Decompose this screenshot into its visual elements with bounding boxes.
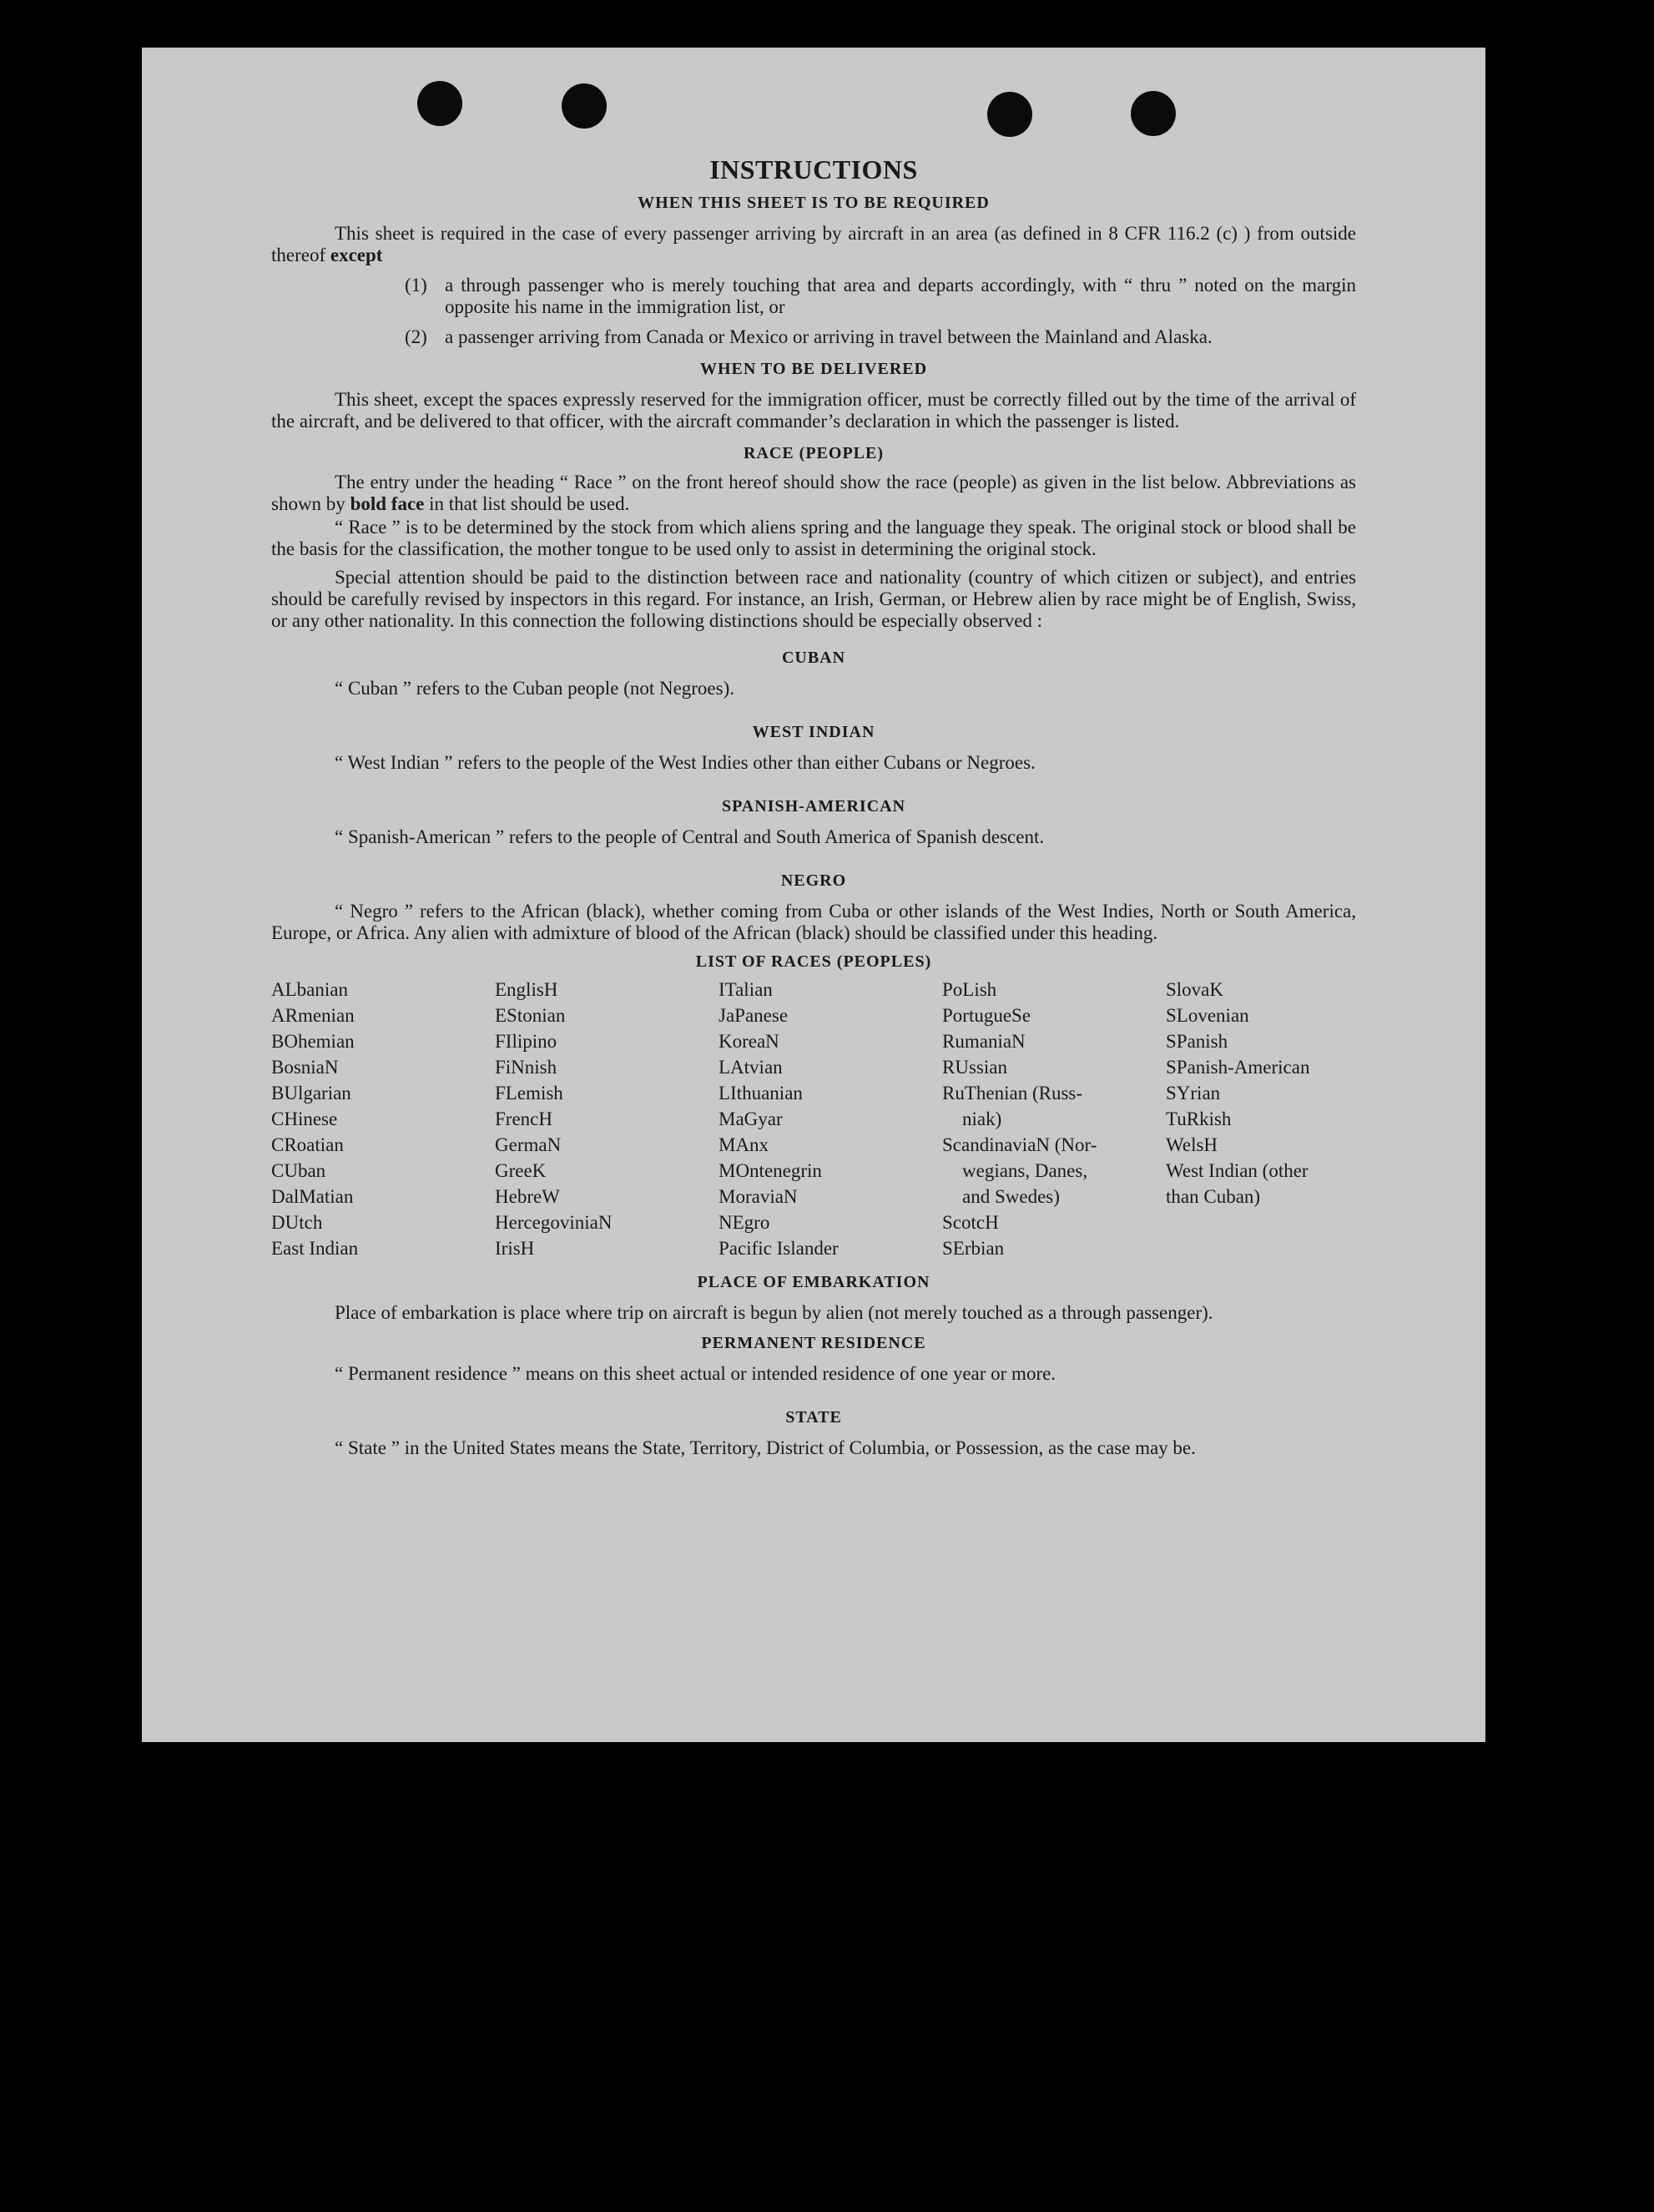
race-paragraph-2: “ Race ” is to be determined by the stock from which aliens spring and the language they speak. The original stock or blood shall be the basis for the classification, the mother tongue to be used only to assist in determining the original stock. (271, 517, 1356, 559)
race-entry: ScotcH (942, 1212, 999, 1233)
races-column (719, 977, 942, 1261)
instructions-content (271, 154, 1356, 1459)
race-entry: MaGyar (719, 1109, 783, 1129)
race-entry: LIthuanian (719, 1083, 803, 1103)
race-entry: RUssian (942, 1057, 1007, 1078)
race-entry: MAnx (719, 1134, 769, 1155)
race-entry: GreeK (495, 1160, 547, 1181)
races-column (1166, 977, 1356, 1261)
negro-text: “ Negro ” refers to the African (black), whether coming from Cuba or other islands of the West Indies, North or South America, Europe, or Africa. Any alien with admixture of blood of the African (black) should be classified under this heading. (271, 901, 1356, 943)
embarkation-text: Place of embarkation is place where trip on aircraft is begun by alien (not merely touched as a through passenger). (335, 1302, 1213, 1323)
race-entry: JaPanese (719, 1005, 789, 1026)
section-heading-races-list: LIST OF RACES (PEOPLES) (695, 952, 932, 971)
section-heading-west-indian: WEST INDIAN (752, 723, 875, 741)
race-entry: TuRkish (1166, 1109, 1232, 1129)
race-entry: FIlipino (495, 1031, 557, 1052)
race-entry: CUban (271, 1160, 326, 1181)
race-entry: SYrian (1166, 1083, 1221, 1103)
section-heading-state: STATE (785, 1408, 842, 1427)
race-entry: EStonian (495, 1005, 566, 1026)
races-column (495, 977, 719, 1261)
race-entry: DalMatian (271, 1186, 354, 1207)
race-entry: GermaN (495, 1134, 562, 1155)
exception-item-1: (1) a through passenger who is merely touching that area and departs accordingly, with “ thru ” noted on the margin opposite his name in the immigration list, or (405, 275, 1356, 317)
race-entry: ALbanian (271, 979, 348, 1000)
race-entry: Pacific Islander (719, 1238, 839, 1259)
race-entry: than Cuban) (1166, 1186, 1261, 1207)
race-entry: HercegoviniaN (495, 1212, 613, 1233)
punch-hole (1131, 91, 1176, 136)
exception-item-2: (2) a passenger arriving from Canada or Mexico or arriving in travel between the Mainland and Alaska. (405, 326, 1213, 347)
races-list (271, 977, 1356, 1261)
race-entry: SPanish-American (1166, 1057, 1310, 1078)
race-entry: PoLish (942, 979, 997, 1000)
race-entry: EnglisH (495, 979, 558, 1000)
race-entry: ARmenian (271, 1005, 355, 1026)
section-heading-spanish-american: SPANISH-AMERICAN (721, 797, 906, 816)
race-entry: SlovaK (1166, 979, 1223, 1000)
race-entry: and Swedes) (962, 1186, 1060, 1207)
section-heading-negro: NEGRO (780, 871, 847, 890)
race-entry: RumaniaN (942, 1031, 1026, 1052)
race-entry: KoreaN (719, 1031, 779, 1052)
race-entry: ITalian (719, 979, 773, 1000)
race-entry: FLemish (495, 1083, 563, 1103)
race-paragraph-1: The entry under the heading “ Race ” on the front hereof should show the race (people) as given in the list below. Abbreviations as shown by bold face in that list should be used. (271, 472, 1356, 514)
race-entry: IrisH (495, 1238, 535, 1259)
section-heading-delivered: WHEN TO BE DELIVERED (699, 360, 928, 378)
race-entry: SPanish (1166, 1031, 1228, 1052)
punch-hole (987, 92, 1032, 137)
race-entry: SLovenian (1166, 1005, 1249, 1026)
section-heading-embarkation: PLACE OF EMBARKATION (697, 1273, 930, 1291)
race-entry: SErbian (942, 1238, 1005, 1259)
section-heading-residence: PERMANENT RESIDENCE (701, 1334, 926, 1352)
race-entry: WelsH (1166, 1134, 1218, 1155)
document-sheet (142, 48, 1485, 1742)
delivered-text: This sheet, except the spaces expressly reserved for the immigration officer, must be correctly filled out by the time of the arrival of the aircraft, and be delivered to that officer, with the aircraft commander’s declaration in which the passenger is listed. (271, 389, 1356, 432)
race-entry: PortugueSe (942, 1005, 1031, 1026)
race-entry: MOntenegrin (719, 1160, 822, 1181)
race-entry: HebreW (495, 1186, 560, 1207)
page-title: INSTRUCTIONS (709, 154, 918, 184)
punch-hole (562, 83, 607, 129)
race-entry: niak) (962, 1109, 1002, 1129)
section-heading-cuban: CUBAN (781, 649, 846, 667)
race-entry: BOhemian (271, 1031, 355, 1052)
race-entry: RuThenian (Russ- (942, 1083, 1083, 1103)
race-entry: East Indian (271, 1238, 359, 1259)
race-entry: BUlgarian (271, 1083, 351, 1103)
residence-text: “ Permanent residence ” means on this sheet actual or intended residence of one year or more. (335, 1363, 1056, 1384)
races-column (942, 977, 1166, 1261)
races-column (271, 977, 495, 1261)
race-entry: wegians, Danes, (962, 1160, 1088, 1181)
race-entry: CRoatian (271, 1134, 344, 1155)
race-entry: NEgro (719, 1212, 770, 1233)
race-entry: FrencH (495, 1109, 552, 1129)
race-entry: CHinese (271, 1109, 338, 1129)
race-entry: MoraviaN (719, 1186, 798, 1207)
punch-hole (417, 81, 462, 126)
race-entry: BosniaN (271, 1057, 339, 1078)
race-entry: West Indian (other (1166, 1160, 1309, 1181)
cuban-text: “ Cuban ” refers to the Cuban people (not Negroes). (335, 678, 735, 699)
race-paragraph-3: Special attention should be paid to the distinction between race and nationality (country of which citizen or subject), and entries should be carefully revised by inspectors in this regard. For instance, an Irish, German, or Hebrew alien by race might be of English, Swiss, or any other nationality. In this connection the following distinctions should be especially observed : (271, 567, 1356, 631)
race-entry: DUtch (271, 1212, 323, 1233)
section-heading-required: WHEN THIS SHEET IS TO BE REQUIRED (638, 194, 990, 212)
west-indian-text: “ West Indian ” refers to the people of the West Indies other than either Cubans or Negroes. (335, 752, 1036, 773)
required-intro: This sheet is required in the case of every passenger arriving by aircraft in an area (as defined in 8 CFR 116.2 (c) ) from outside thereof except (271, 223, 1356, 265)
race-entry: FiNnish (495, 1057, 557, 1078)
section-heading-race: RACE (PEOPLE) (744, 444, 884, 462)
state-text: “ State ” in the United States means the State, Territory, District of Columbia, or Possession, as the case may be. (335, 1437, 1196, 1458)
spanish-american-text: “ Spanish-American ” refers to the people of Central and South America of Spanish descent. (335, 826, 1045, 847)
race-entry: LAtvian (719, 1057, 783, 1078)
race-entry: ScandinaviaN (Nor- (942, 1134, 1097, 1155)
